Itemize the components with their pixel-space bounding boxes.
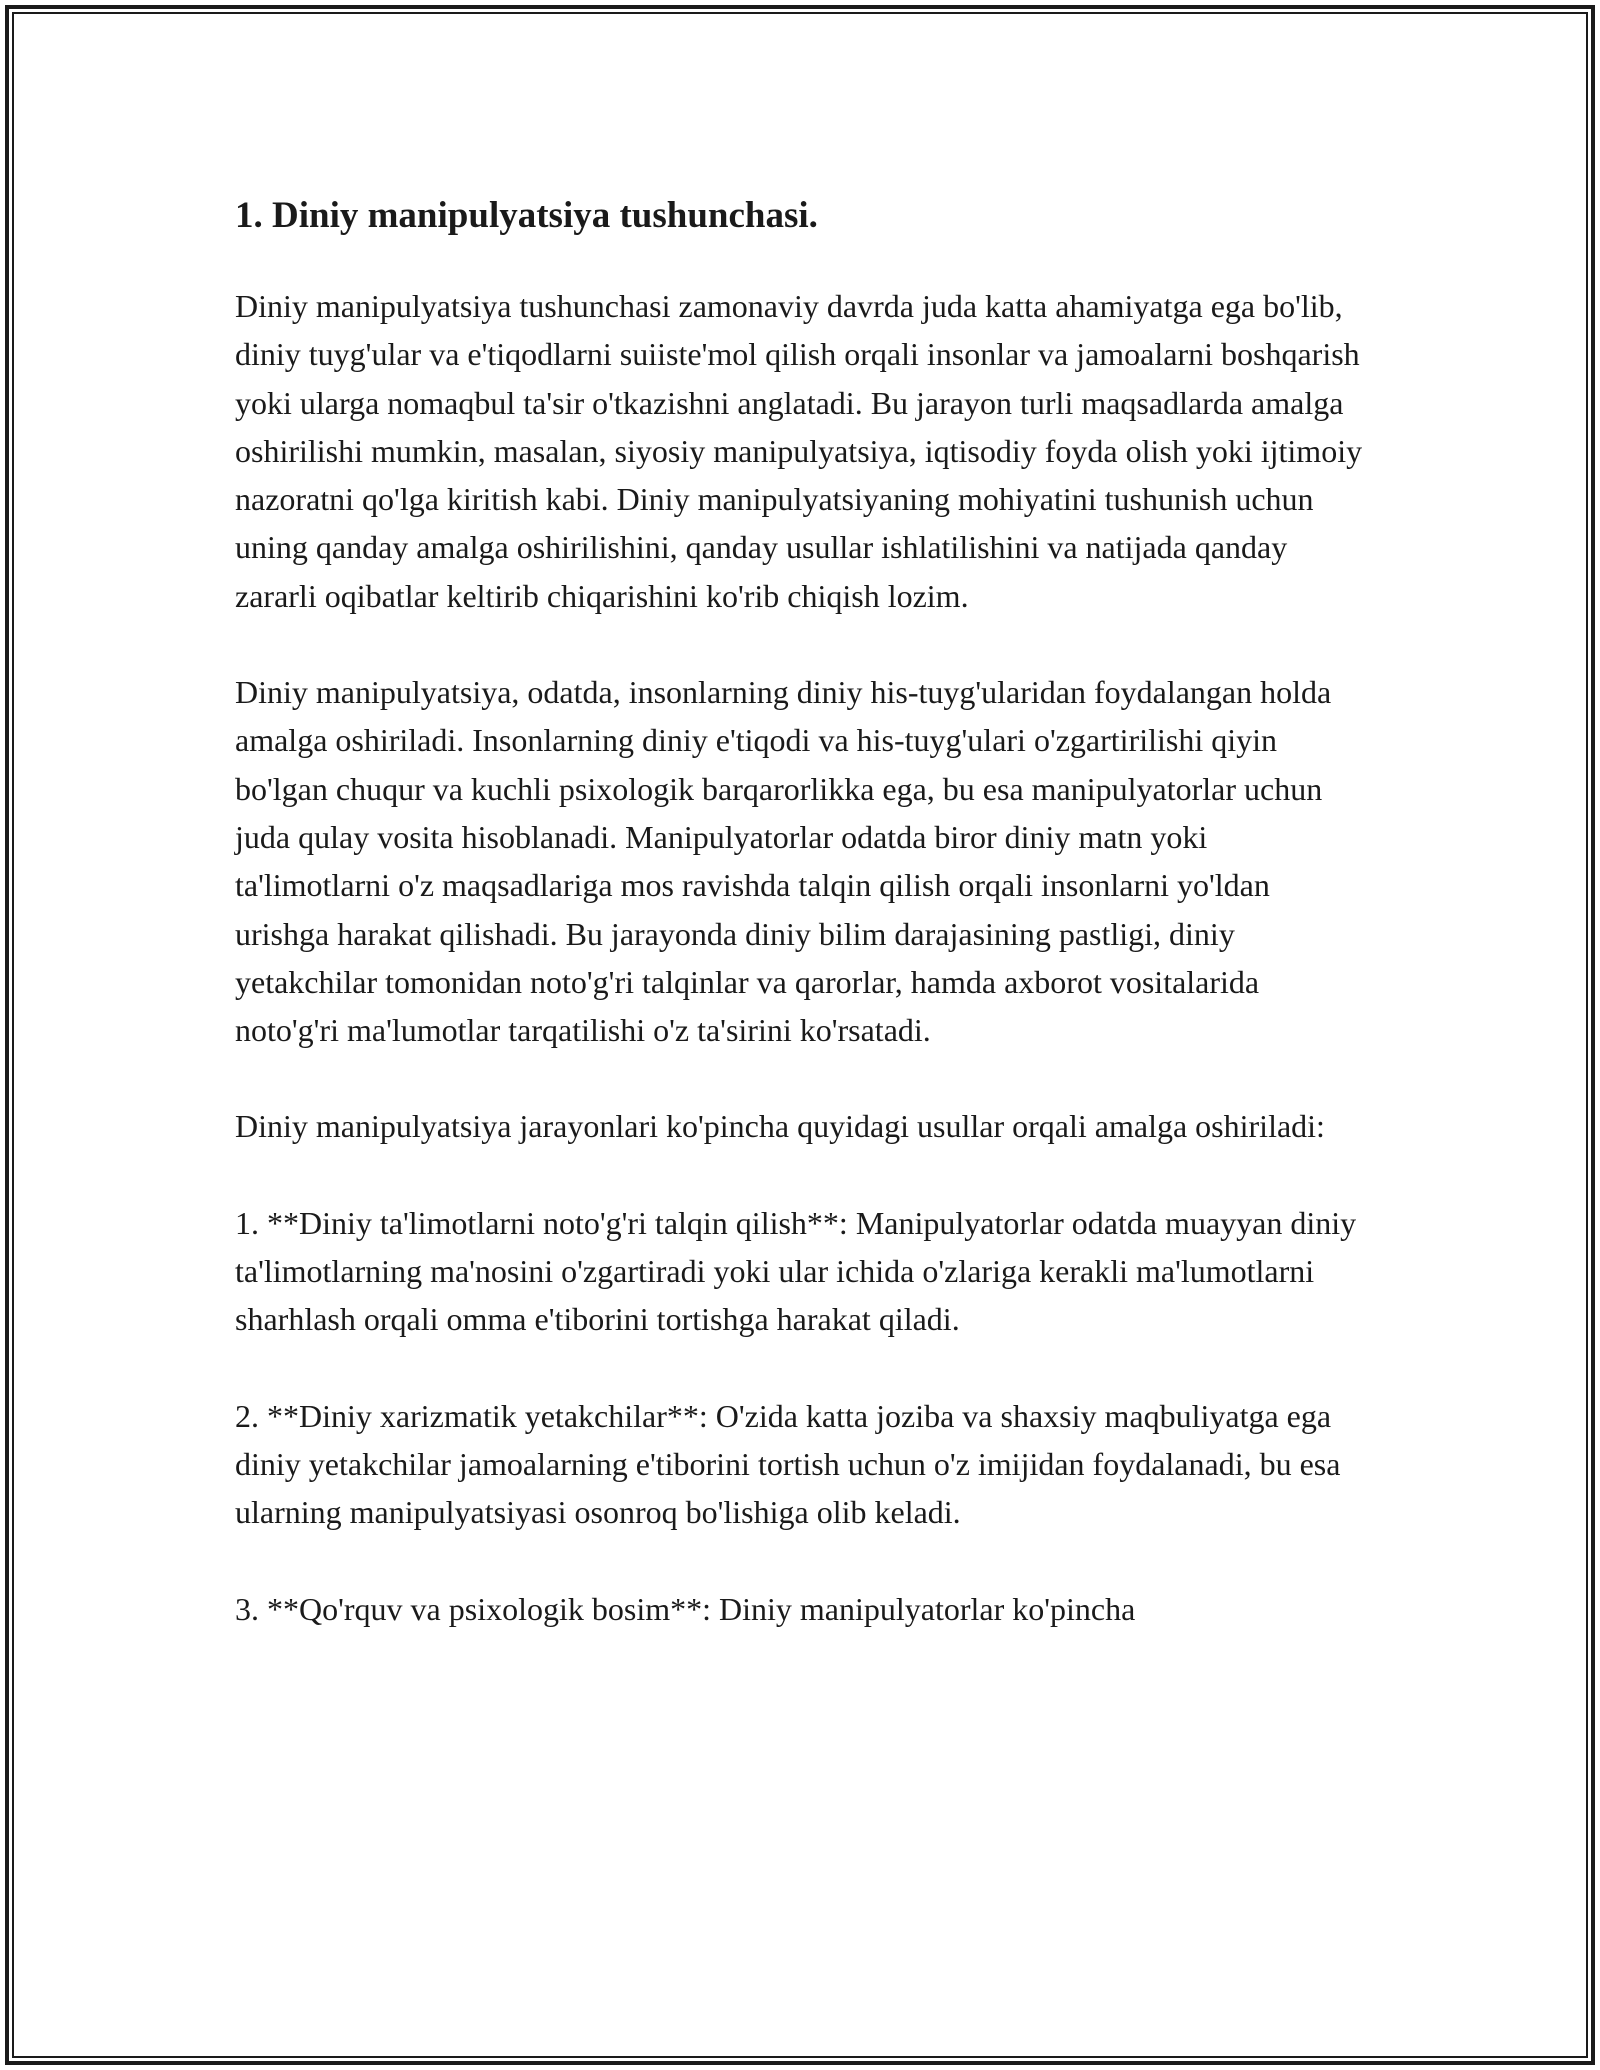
paragraph-intro: Diniy manipulyatsiya tushunchasi zamonaviy davrda juda katta ahamiyatga ega bo'lib, diniy tuyg'ular va e'tiqodlarni suiiste'mol qilish orqali insonlar va jamoalarni boshqarish yoki ularga nomaqbul ta'sir o'tkazishni anglatadi. Bu jarayon turli maqsadlarda amalga oshirilishi mumkin, masalan, siyosiy manipulyatsiya, iqtisodiy foyda olish yoki ijtimoiy nazoratni qo'lga kiritish kabi. Diniy manipulyatsiyaning mohiyatini tushunish uchun uning qanday amalga oshirilishini, qanday usullar ishlatilishini va natijada qanday zararli oqibatlar keltirib chiqarishini ko'rib chiqish lozim. <box>235 288 1363 614</box>
document-body <box>235 186 1365 1681</box>
page-title: 1. Diniy manipulyatsiya tushunchasi. <box>235 195 818 236</box>
list-item-misinterpretation: 1. **Diniy ta'limotlarni noto'g'ri talqin qilish**: Manipulyatorlar odatda muayyan diniy ta'limotlarning ma'nosini o'zgartiradi yoki ular ichida o'zlariga kerakli ma'lumotlarni sharhlash orqali omma e'tiborini tortishga harakat qiladi. <box>235 1204 1357 1338</box>
paragraph-emotions: Diniy manipulyatsiya, odatda, insonlarning diniy his-tuyg'ularidan foydalangan holda amalga oshiriladi. Insonlarning diniy e'tiqodi va his-tuyg'ulari o'zgartirilishi qiyin bo'lgan chuqur va kuchli psixologik barqarorlikka ega, bu esa manipulyatorlar uchun juda qulay vosita hisoblanadi. Manipulyatorlar odatda biror diniy matn yoki ta'limotlarni o'z maqsadlariga mos ravishda talqin qilish orqali insonlarni yo'ldan urishga harakat qilishadi. Bu jarayonda diniy bilim darajasining pastligi, diniy yetakchilar tomonidan noto'g'ri talqinlar va qarorlar, hamda axborot vositalarida noto'g'ri ma'lumotlar tarqatilishi o'z ta'sirini ko'rsatadi. <box>235 674 1332 1049</box>
list-item-charismatic-leaders: 2. **Diniy xarizmatik yetakchilar**: O'zida katta joziba va shaxsiy maqbuliyatga ega diniy yetakchilar jamoalarning e'tiborini tortish uchun o'z imijidan foydalanadi, bu esa ularning manipulyatsiyasi osonroq bo'lishiga olib keladi. <box>235 1397 1341 1531</box>
list-item-fear-pressure: 3. **Qo'rquv va psixologik bosim**: Diniy manipulyatorlar ko'pincha <box>235 1590 1136 1627</box>
paragraph-methods-intro: Diniy manipulyatsiya jarayonlari ko'pincha quyidagi usullar orqali amalga oshiriladi: <box>235 1108 1325 1145</box>
